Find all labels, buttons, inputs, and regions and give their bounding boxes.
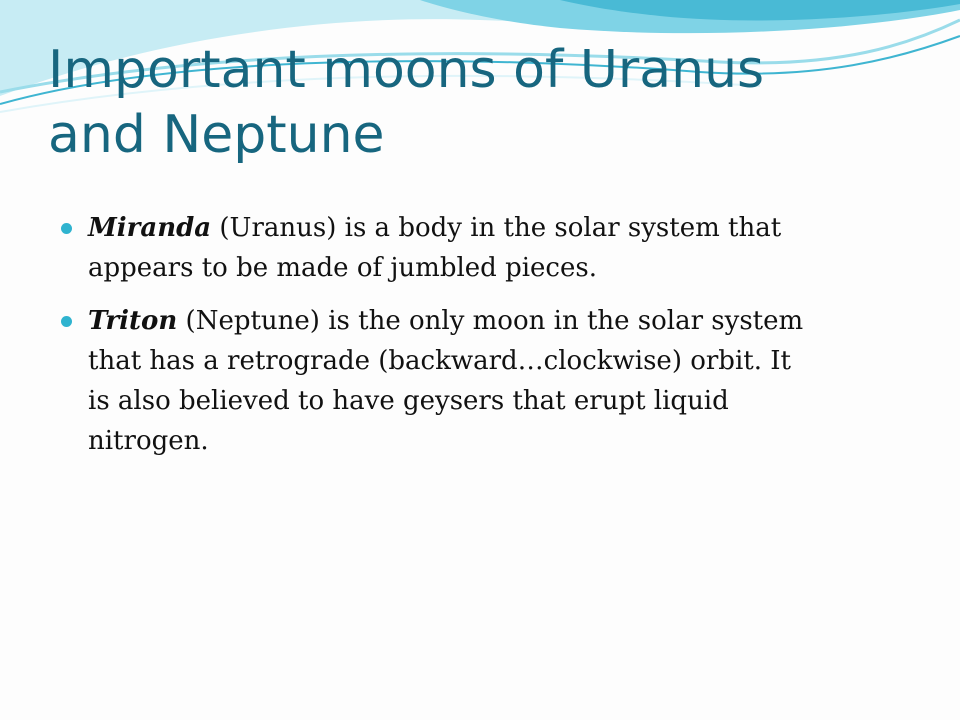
bullet-text: (Neptune) is the only moon in the solar system <box>177 306 804 336</box>
bullet-text: (Uranus) is a body in the solar system that <box>211 213 782 243</box>
bullet-line: is also believed to have geysers that erupt liquid <box>88 386 729 416</box>
bullet-line <box>88 208 920 248</box>
bullet-line: nitrogen. <box>88 426 209 456</box>
bullet-line: that has a retrograde (backward…clockwise) orbit. It <box>88 346 791 376</box>
title-line: Important moons of Uranus <box>48 40 765 100</box>
bullet-icon <box>61 223 72 234</box>
bullet-term: Miranda <box>88 213 212 243</box>
bullet-icon <box>61 316 72 327</box>
bullet-miranda <box>60 208 920 288</box>
bullet-line: appears to be made of jumbled pieces. <box>88 253 597 283</box>
bullet-line <box>88 301 920 341</box>
title-line: and Neptune <box>48 105 385 165</box>
bullet-list <box>60 208 920 474</box>
bullet-triton <box>60 301 920 461</box>
slide-title <box>48 38 928 168</box>
bullet-term: Triton <box>88 306 178 336</box>
